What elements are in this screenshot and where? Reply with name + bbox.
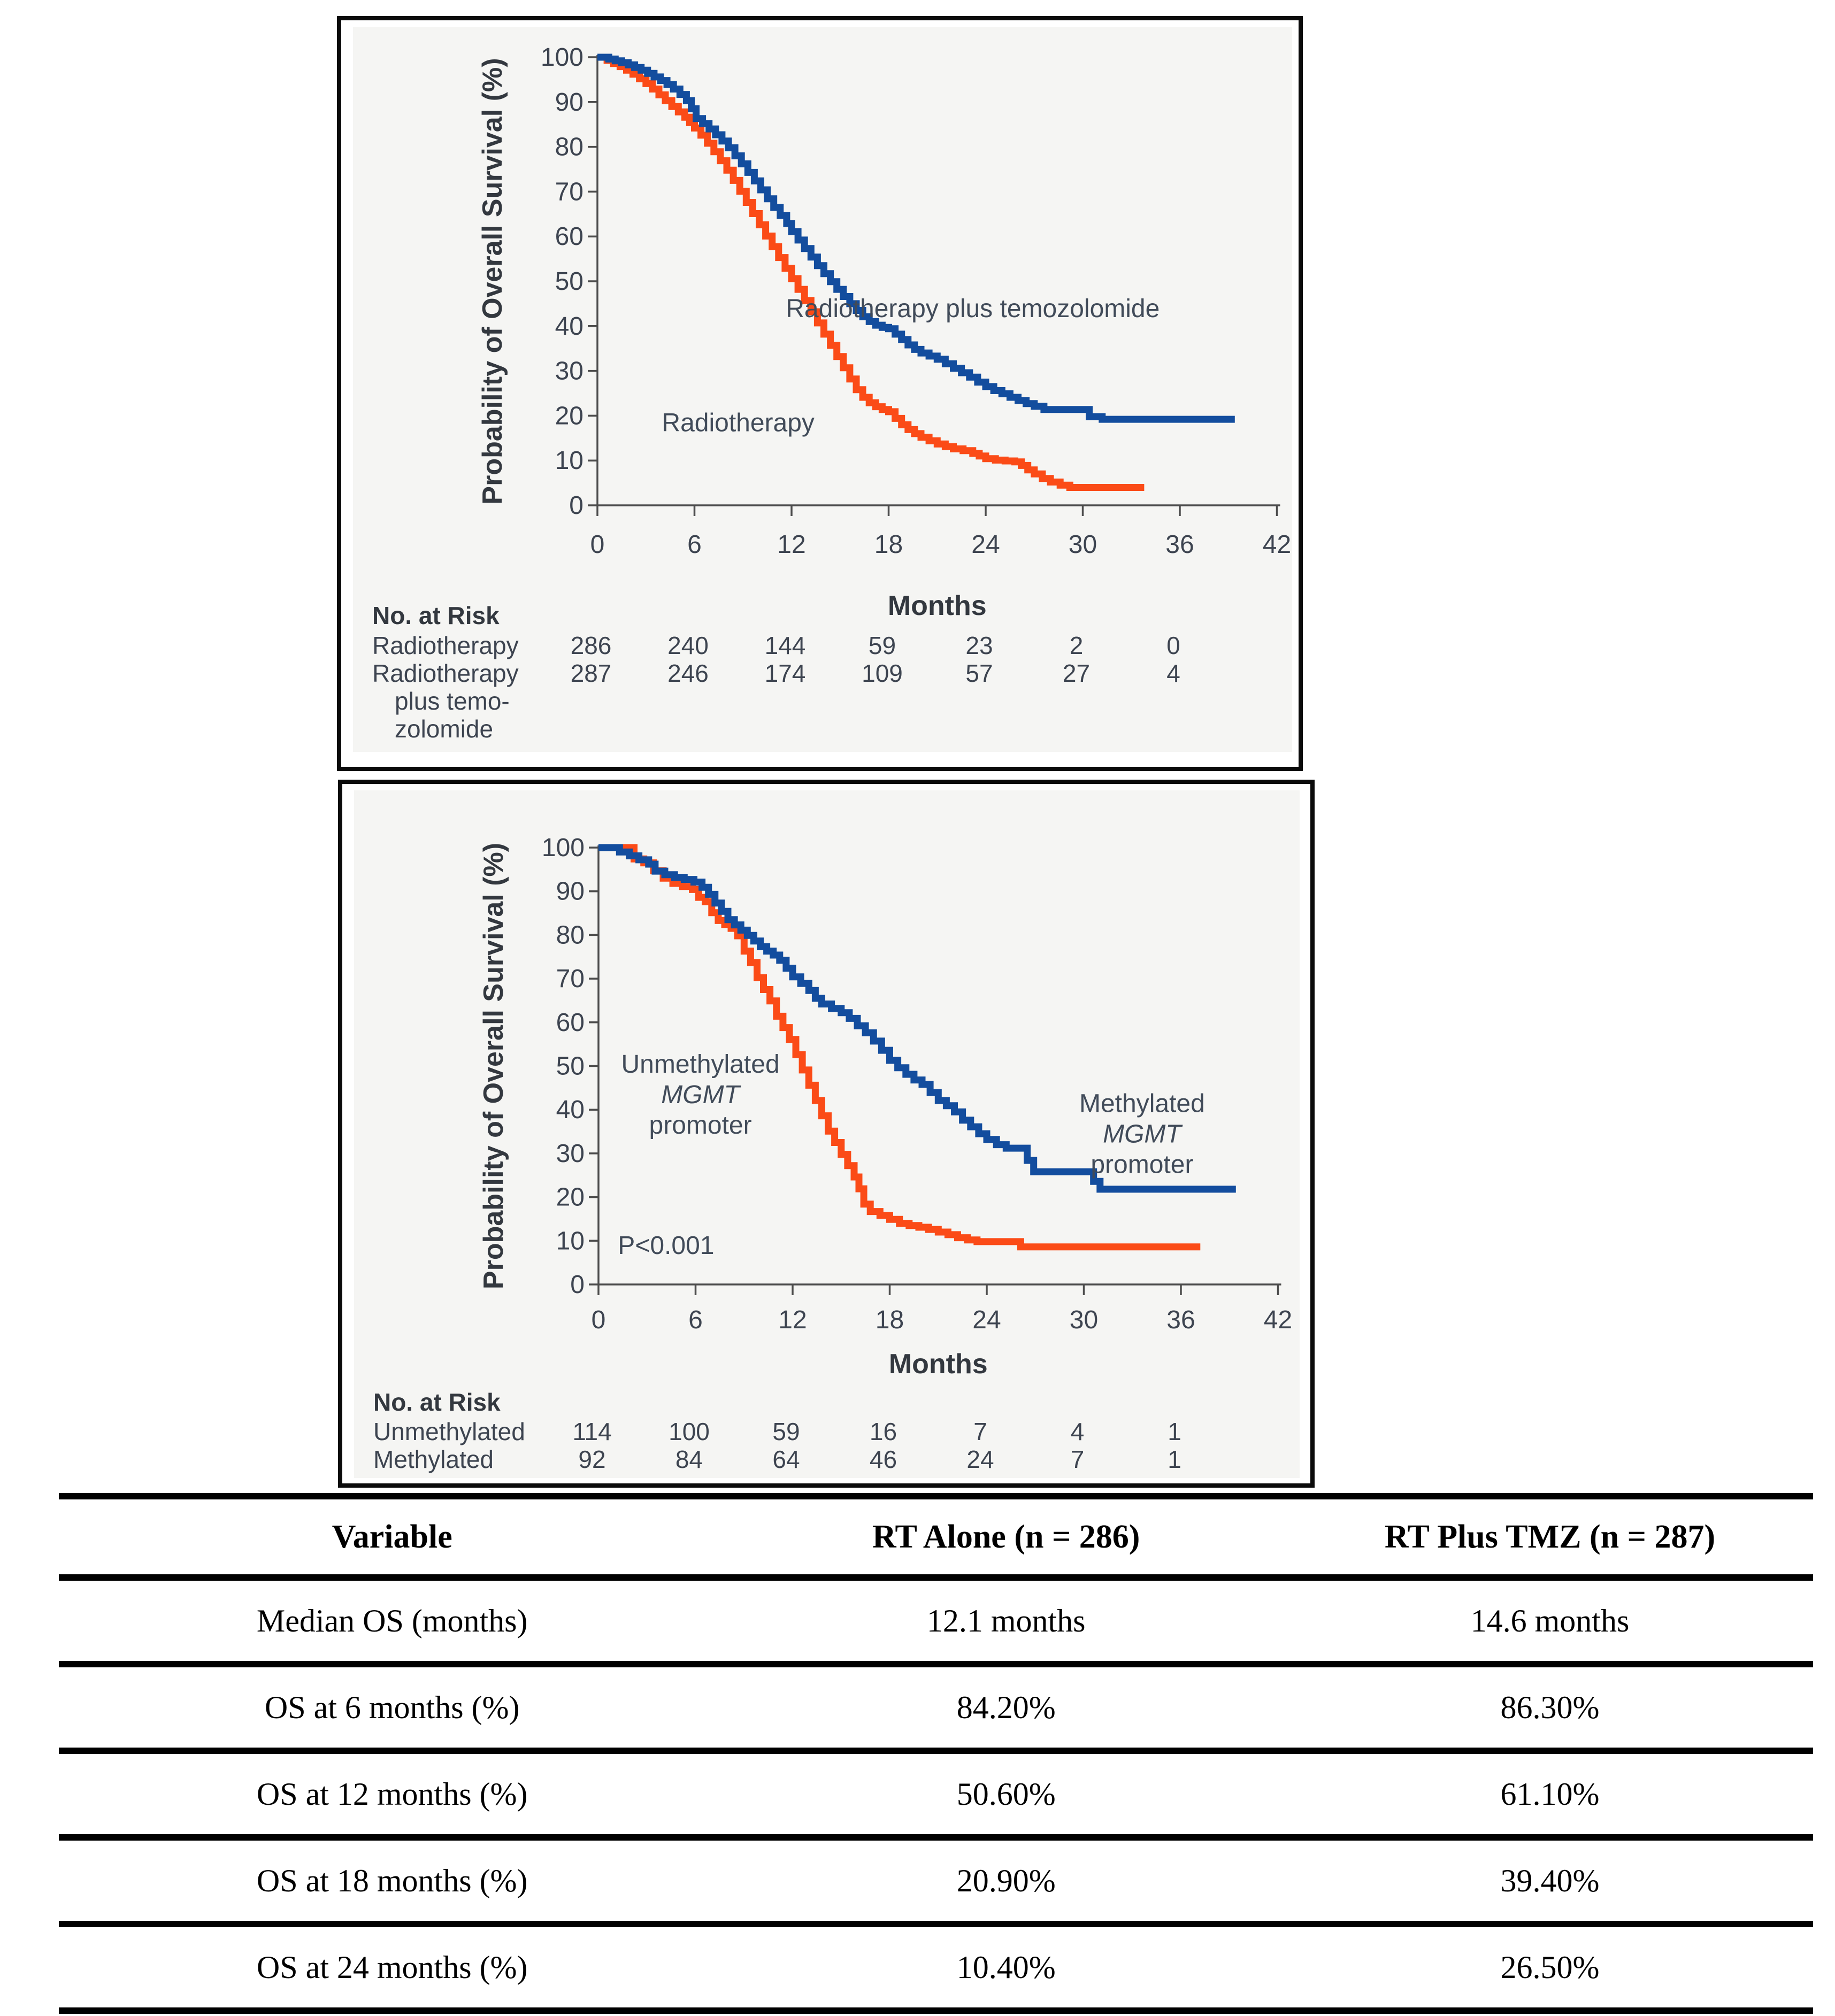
label-methylated: promoter	[1091, 1150, 1194, 1179]
table-row	[59, 1664, 1813, 1751]
risk-count: 4	[1070, 1418, 1085, 1445]
risk-count: 92	[578, 1445, 606, 1473]
y-tick-label: 70	[555, 178, 583, 206]
x-tick-label: 0	[590, 530, 605, 559]
risk-count: 59	[868, 632, 896, 659]
y-tick-label: 70	[556, 965, 585, 994]
value-cell: 14.6 months	[1470, 1603, 1630, 1638]
x-tick-label: 12	[777, 530, 806, 559]
variable-cell: OS at 18 months (%)	[256, 1863, 528, 1898]
label-methylated: Methylated	[1079, 1089, 1205, 1118]
x-tick-label: 24	[972, 1306, 1001, 1334]
y-axis-title: Probability of Overall Survival (%)	[477, 58, 508, 505]
risk-count: 84	[675, 1445, 703, 1473]
risk-count: 0	[1166, 632, 1180, 659]
os-summary-table-body	[59, 1578, 1813, 2011]
risk-count: 59	[772, 1418, 800, 1445]
label-rt-tmz: Radiotherapy plus temozolomide	[786, 295, 1160, 324]
y-tick-label: 0	[570, 1271, 585, 1299]
risk-count: 1	[1168, 1445, 1181, 1473]
y-tick-label: 20	[556, 1183, 585, 1212]
y-tick-label: 50	[555, 267, 583, 296]
y-tick-label: 10	[555, 447, 583, 475]
risk-row-label: Radiotherapy	[372, 659, 519, 687]
risk-count: 7	[973, 1418, 987, 1445]
x-tick-label: 24	[971, 530, 1000, 559]
risk-count: 16	[869, 1418, 897, 1445]
label-unmethylated: Unmethylated	[621, 1050, 780, 1079]
risk-count: 114	[572, 1418, 612, 1445]
y-tick-label: 100	[541, 834, 585, 862]
x-tick-label: 6	[688, 1306, 703, 1334]
risk-count: 2	[1069, 632, 1084, 659]
value-cell: 50.60%	[956, 1776, 1056, 1812]
risk-count: 287	[570, 659, 612, 687]
label-rt: Radiotherapy	[662, 409, 815, 437]
value-cell: 61.10%	[1500, 1776, 1600, 1812]
risk-count: 240	[667, 632, 709, 659]
value-cell: 12.1 months	[926, 1603, 1086, 1638]
x-tick-label: 36	[1166, 1306, 1195, 1334]
x-tick-label: 0	[591, 1306, 606, 1334]
y-tick-label: 20	[555, 402, 583, 430]
x-tick-label: 30	[1068, 530, 1097, 559]
y-tick-label: 100	[540, 43, 583, 72]
risk-count: 23	[965, 632, 993, 659]
x-tick-label: 36	[1165, 530, 1194, 559]
y-tick-label: 60	[555, 222, 583, 251]
variable-cell: OS at 6 months (%)	[264, 1689, 520, 1725]
risk-count: 1	[1168, 1418, 1181, 1445]
label-unmethylated: promoter	[649, 1111, 752, 1140]
x-tick-label: 30	[1069, 1306, 1099, 1334]
risk-row-label: Radiotherapy	[372, 632, 519, 659]
risk-count: 4	[1166, 659, 1180, 687]
table-row	[59, 1924, 1813, 2011]
y-tick-label: 80	[555, 133, 583, 161]
risk-count: 246	[667, 659, 709, 687]
km-panel-os-by-mgmt-status	[338, 780, 1315, 1488]
x-tick-label: 18	[874, 530, 903, 559]
table-row	[59, 1837, 1813, 1924]
risk-count: 286	[570, 632, 612, 659]
table-row	[59, 1751, 1813, 1837]
risk-row-label: zolomide	[395, 715, 494, 743]
variable-cell: OS at 24 months (%)	[256, 1949, 528, 1985]
label-methylated: MGMT	[1103, 1120, 1181, 1149]
risk-count: 46	[869, 1445, 897, 1473]
variable-cell: OS at 12 months (%)	[256, 1776, 528, 1812]
risk-row-label: Unmethylated	[373, 1418, 525, 1445]
os-summary-table	[59, 1493, 1813, 2014]
value-cell: 20.90%	[956, 1863, 1056, 1898]
risk-count: 57	[965, 659, 993, 687]
column-header: RT Plus TMZ (n = 287)	[1384, 1518, 1716, 1555]
y-tick-label: 10	[556, 1227, 585, 1256]
x-axis-title: Months	[887, 590, 987, 621]
label-unmethylated: MGMT	[661, 1080, 740, 1109]
y-tick-label: 0	[569, 491, 583, 520]
no-at-risk-header: No. at Risk	[373, 1388, 501, 1416]
table-header-row	[59, 1496, 1813, 1578]
value-cell: 86.30%	[1500, 1689, 1600, 1725]
y-tick-label: 60	[556, 1008, 585, 1037]
risk-count: 64	[772, 1445, 800, 1473]
x-axis-title: Months	[888, 1349, 988, 1380]
y-tick-label: 50	[556, 1052, 585, 1081]
y-tick-label: 90	[556, 877, 585, 906]
km-chart-svg	[341, 20, 1299, 767]
x-tick-label: 42	[1263, 1306, 1293, 1334]
y-axis-title: Probability of Overall Survival (%)	[478, 842, 509, 1290]
risk-count: 109	[862, 659, 903, 687]
risk-count: 144	[764, 632, 806, 659]
table-row	[59, 1578, 1813, 1664]
x-tick-label: 12	[778, 1306, 807, 1334]
value-cell: 26.50%	[1500, 1949, 1600, 1985]
risk-row-label: plus temo-	[395, 687, 510, 715]
label-p-value: P<0.001	[618, 1231, 715, 1260]
y-tick-label: 90	[555, 88, 583, 117]
x-tick-label: 6	[687, 530, 702, 559]
risk-row-label: Methylated	[373, 1445, 494, 1473]
value-cell: 84.20%	[956, 1689, 1056, 1725]
value-cell: 39.40%	[1500, 1863, 1600, 1898]
y-tick-label: 80	[556, 921, 585, 950]
x-tick-label: 18	[875, 1306, 904, 1334]
no-at-risk-header: No. at Risk	[372, 602, 500, 629]
risk-count: 27	[1062, 659, 1091, 687]
y-tick-label: 40	[555, 312, 583, 341]
km-panel-os-by-treatment	[337, 16, 1303, 771]
column-header: Variable	[332, 1518, 452, 1555]
os-summary-table-head	[59, 1496, 1813, 1578]
x-tick-label: 42	[1262, 530, 1292, 559]
variable-cell: Median OS (months)	[256, 1603, 528, 1638]
km-chart-svg	[342, 784, 1310, 1483]
y-tick-label: 30	[556, 1139, 585, 1168]
value-cell: 10.40%	[956, 1949, 1056, 1985]
risk-count: 7	[1070, 1445, 1085, 1473]
column-header: RT Alone (n = 286)	[872, 1518, 1140, 1555]
y-tick-label: 30	[555, 357, 583, 386]
y-tick-label: 40	[556, 1096, 585, 1125]
risk-count: 100	[669, 1418, 710, 1445]
risk-count: 24	[966, 1445, 994, 1473]
risk-count: 174	[764, 659, 806, 687]
